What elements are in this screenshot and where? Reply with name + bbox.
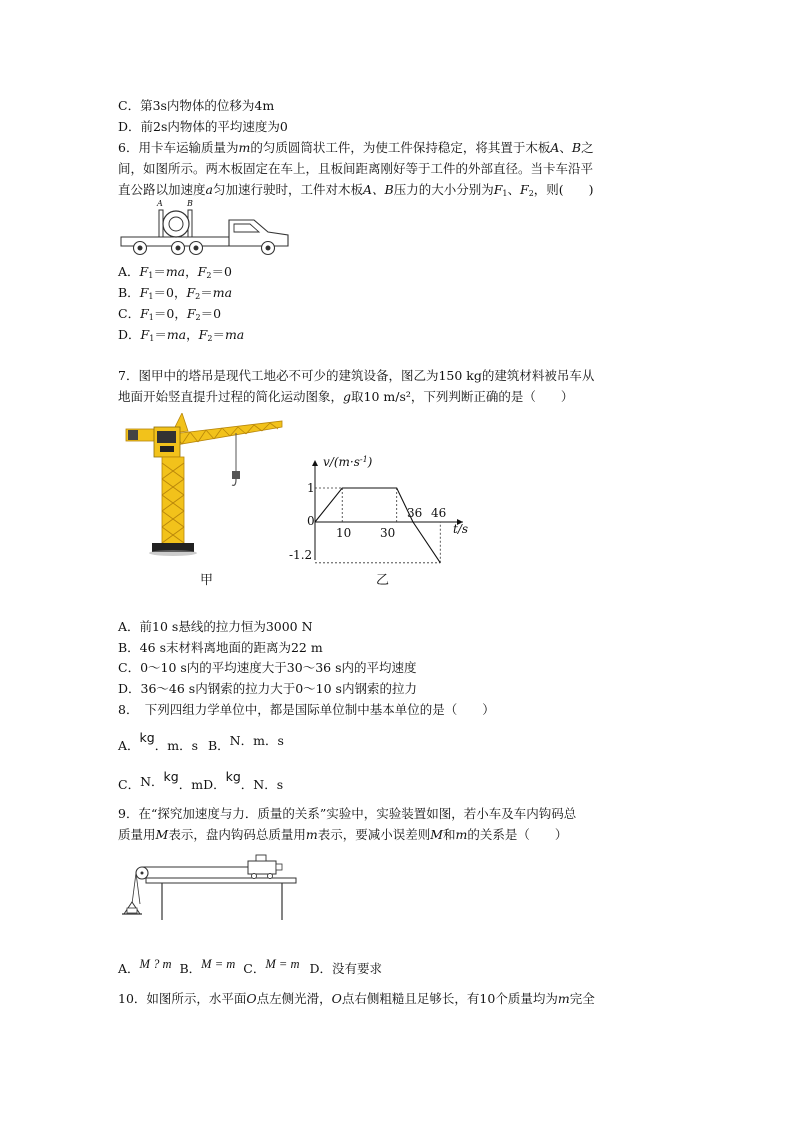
q6-option-b: B．$F_1=0$，$F_2=ma$ — [118, 285, 233, 301]
q8-option-row2: C．N．kg．mD．kg．N．s — [118, 769, 284, 792]
velocity-line — [315, 488, 440, 563]
x-tick-46: 46 — [431, 506, 447, 520]
q7-option-a: A．前10 s悬线的拉力恒为3000 N — [118, 619, 313, 634]
truck-figure — [118, 200, 293, 256]
q9-stem-line1: 9．在“探究加速度与力．质量的关系”实验中，实验装置如图，若小车及车内钩码总 — [118, 806, 577, 821]
tower-crane-image — [124, 413, 286, 558]
q10-stem-line1: 10．如图所示，水平面O点左侧光滑，O点右侧粗糙且足够长，有10个质量均为m完全 — [118, 991, 595, 1006]
q8-stem: 8． 下列四组力学单位中，都是国际单位制中基本单位的是（ ） — [118, 702, 495, 717]
q7-stem-line1: 7．图甲中的塔吊是现代工地必不可少的建筑设备，图乙为150 kg的建筑材料被吊车从 — [118, 368, 595, 383]
q6-stem-line3: 直公路以加速度a匀加速行驶时，工件对木板A、B压力的大小分别为$F_1$、$F_2$，则( ) — [118, 182, 594, 198]
figure-caption-yi: 乙 — [376, 573, 390, 588]
q6-option-d: D．$F_1=ma$，$F_2=ma$ — [118, 327, 245, 343]
x-tick-30: 30 — [380, 526, 396, 540]
q5-option-c: C．第3s内物体的位移为4m — [118, 98, 275, 113]
y-axis-label: $v/(m\cdot s^{-1})$ — [323, 455, 373, 469]
q7-option-d: D．36～46 s内钢索的拉力大于0～10 s内钢索的拉力 — [118, 681, 417, 696]
velocity-time-graph — [293, 450, 478, 570]
q6-stem-line2: 间，如图所示。两木板固定在车上，且板间距离刚好等于工件的外部直径。当卡车沿平 — [118, 161, 594, 176]
x-tick-10: 10 — [336, 526, 352, 540]
q6-option-a: A．$F_1=ma$，$F_2=0$ — [118, 264, 232, 280]
y-tick-neg1-2: -1.2 — [289, 548, 313, 562]
cart-pulley-apparatus — [118, 852, 300, 922]
board-a-label: A — [157, 199, 163, 208]
board-b-label: B — [187, 199, 193, 208]
q6-stem-line1: 6．用卡车运输质量为m的匀质圆筒状工件，为使工件保持稳定，将其置于木板A、B之 — [118, 140, 594, 155]
x-tick-36: 36 — [407, 506, 423, 520]
y-tick-1: 1 — [307, 481, 315, 495]
q7-stem-line2: 地面开始竖直提升过程的简化运动图象，g取10 m/s²，下列判断正确的是（ ） — [118, 389, 574, 404]
q5-option-d: D．前2s内物体的平均速度为0 — [118, 119, 288, 134]
y-axis-arrow — [312, 460, 318, 466]
figure-caption-jia: 甲 — [200, 573, 214, 588]
q9-options: A．M ? m B．M = m C．M = m D．没有要求 — [118, 957, 382, 976]
q6-option-c: C．$F_1=0$，$F_2=0$ — [118, 306, 222, 322]
y-tick-0: 0 — [307, 514, 315, 528]
q7-option-b: B．46 s末材料离地面的距离为22 m — [118, 640, 323, 655]
q9-stem-line2: 质量用M表示，盘内钩码总质量用m表示，要减小误差则M和m的关系是（ ） — [118, 827, 568, 842]
x-axis-label: t/s — [453, 522, 469, 536]
q8-option-row1: A．kg．m．s B．N．m．s — [118, 730, 284, 753]
q7-option-c: C．0～10 s内的平均速度大于30～36 s内的平均速度 — [118, 660, 417, 675]
